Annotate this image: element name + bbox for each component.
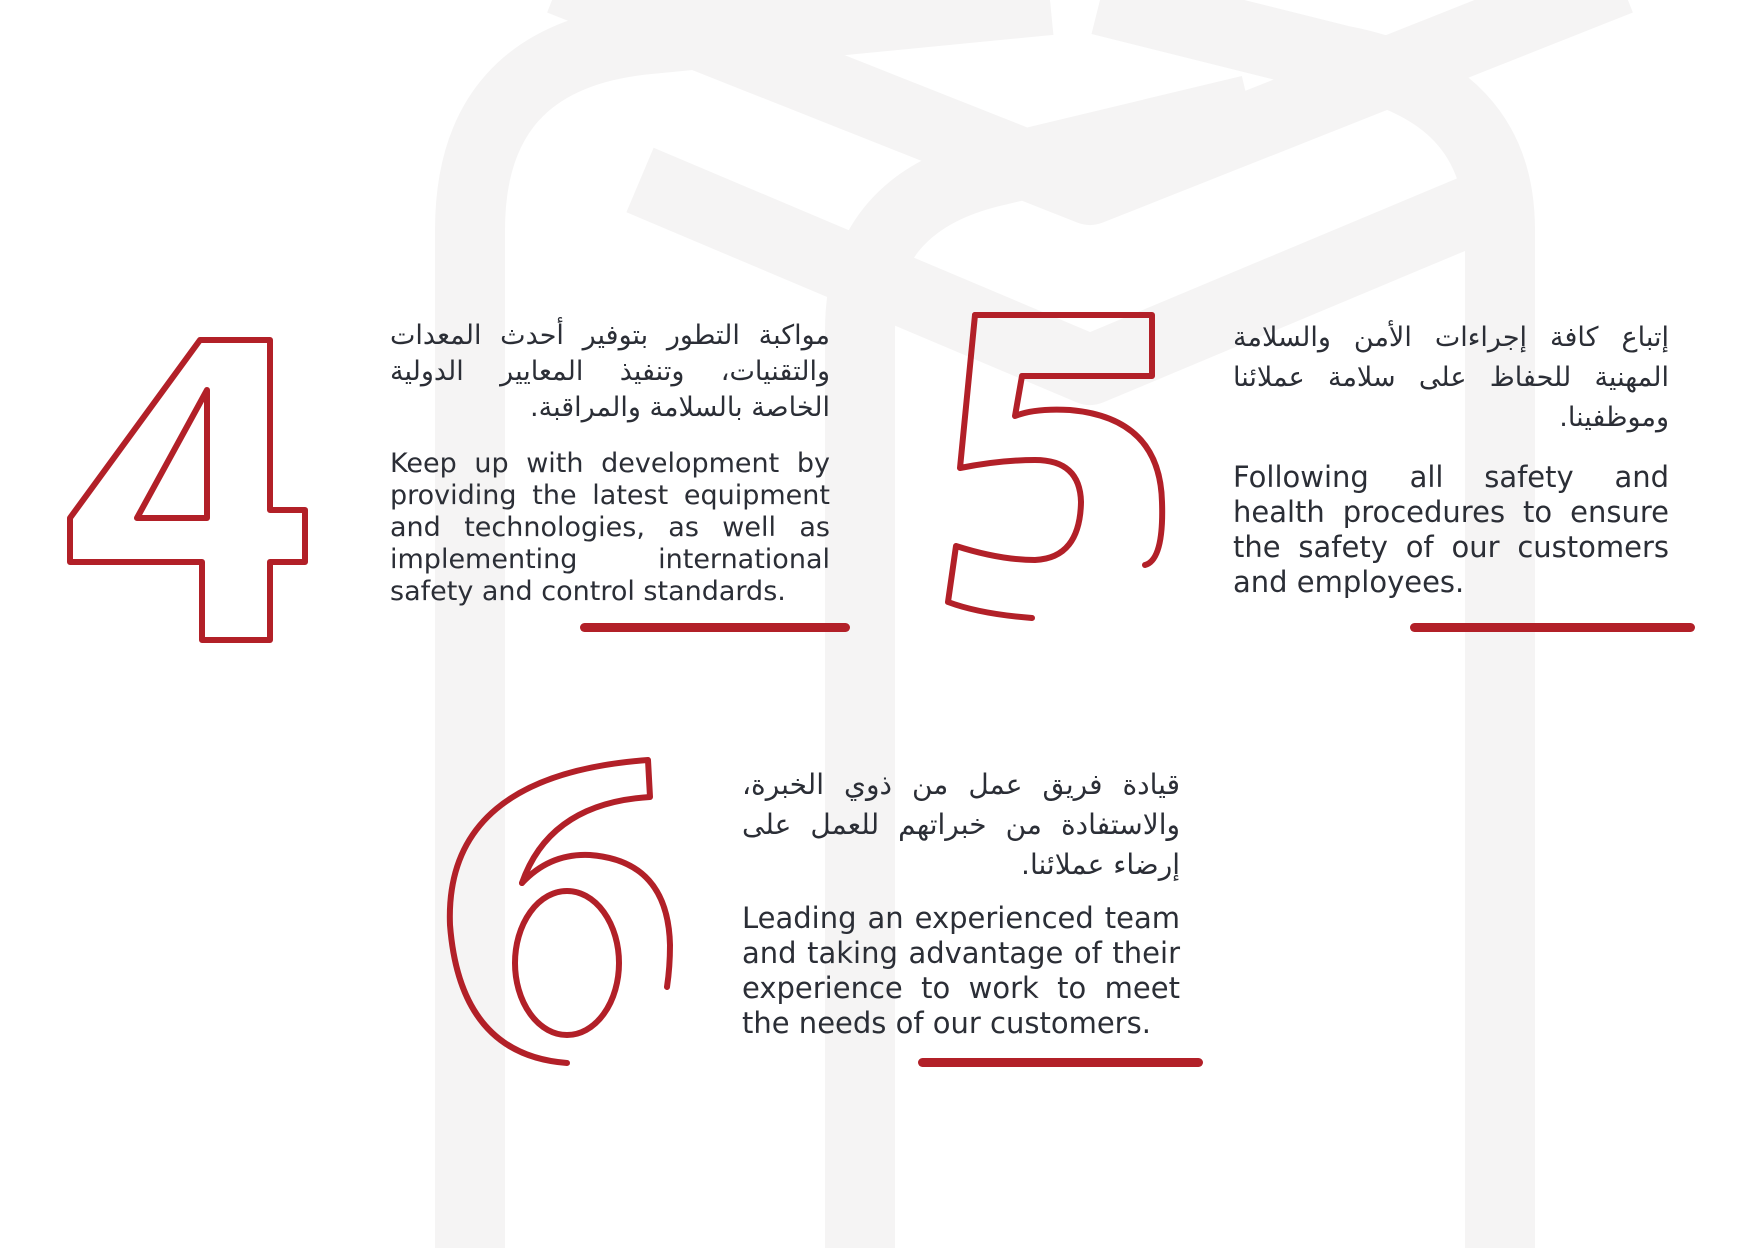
item-6-accent-rule: [918, 1058, 1203, 1067]
item-4-block: [390, 318, 830, 608]
item-5-arabic-text: إتباع كافة إجراءات الأمن والسلامة المهنية للحفاظ على سلامة عملائنا وموظفينا.: [1233, 322, 1669, 433]
item-4-english-text: Keep up with development by providing the latest equipment and technologies, as well as implementing international safety and control standards.: [390, 448, 830, 607]
item-4-arabic-text: مواكبة التطور بتوفير أحدث المعدات والتقنيات، وتنفيذ المعايير الدولية الخاصة بالسلامة والمراقبة.: [390, 320, 830, 423]
item-5-english-text: Following all safety and health procedures to ensure the safety of our customers and employees.: [1233, 460, 1669, 599]
numeral-6-graphic: [440, 755, 690, 1075]
numeral-5-graphic: [940, 310, 1180, 630]
item-6-english-text: Leading an experienced team and taking advantage of their experience to work to meet the needs of our customers.: [742, 901, 1180, 1040]
item-5-block: [1233, 318, 1669, 600]
item-4-accent-rule: [580, 623, 850, 632]
numeral-4-graphic: [60, 330, 320, 650]
item-5-accent-rule: [1410, 623, 1695, 632]
item-6-block: [742, 765, 1180, 1041]
item-6-arabic-text: قيادة فريق عمل من ذوي الخبرة، والاستفادة من خبراتهم للعمل على إرضاء عملائنا.: [742, 768, 1180, 881]
